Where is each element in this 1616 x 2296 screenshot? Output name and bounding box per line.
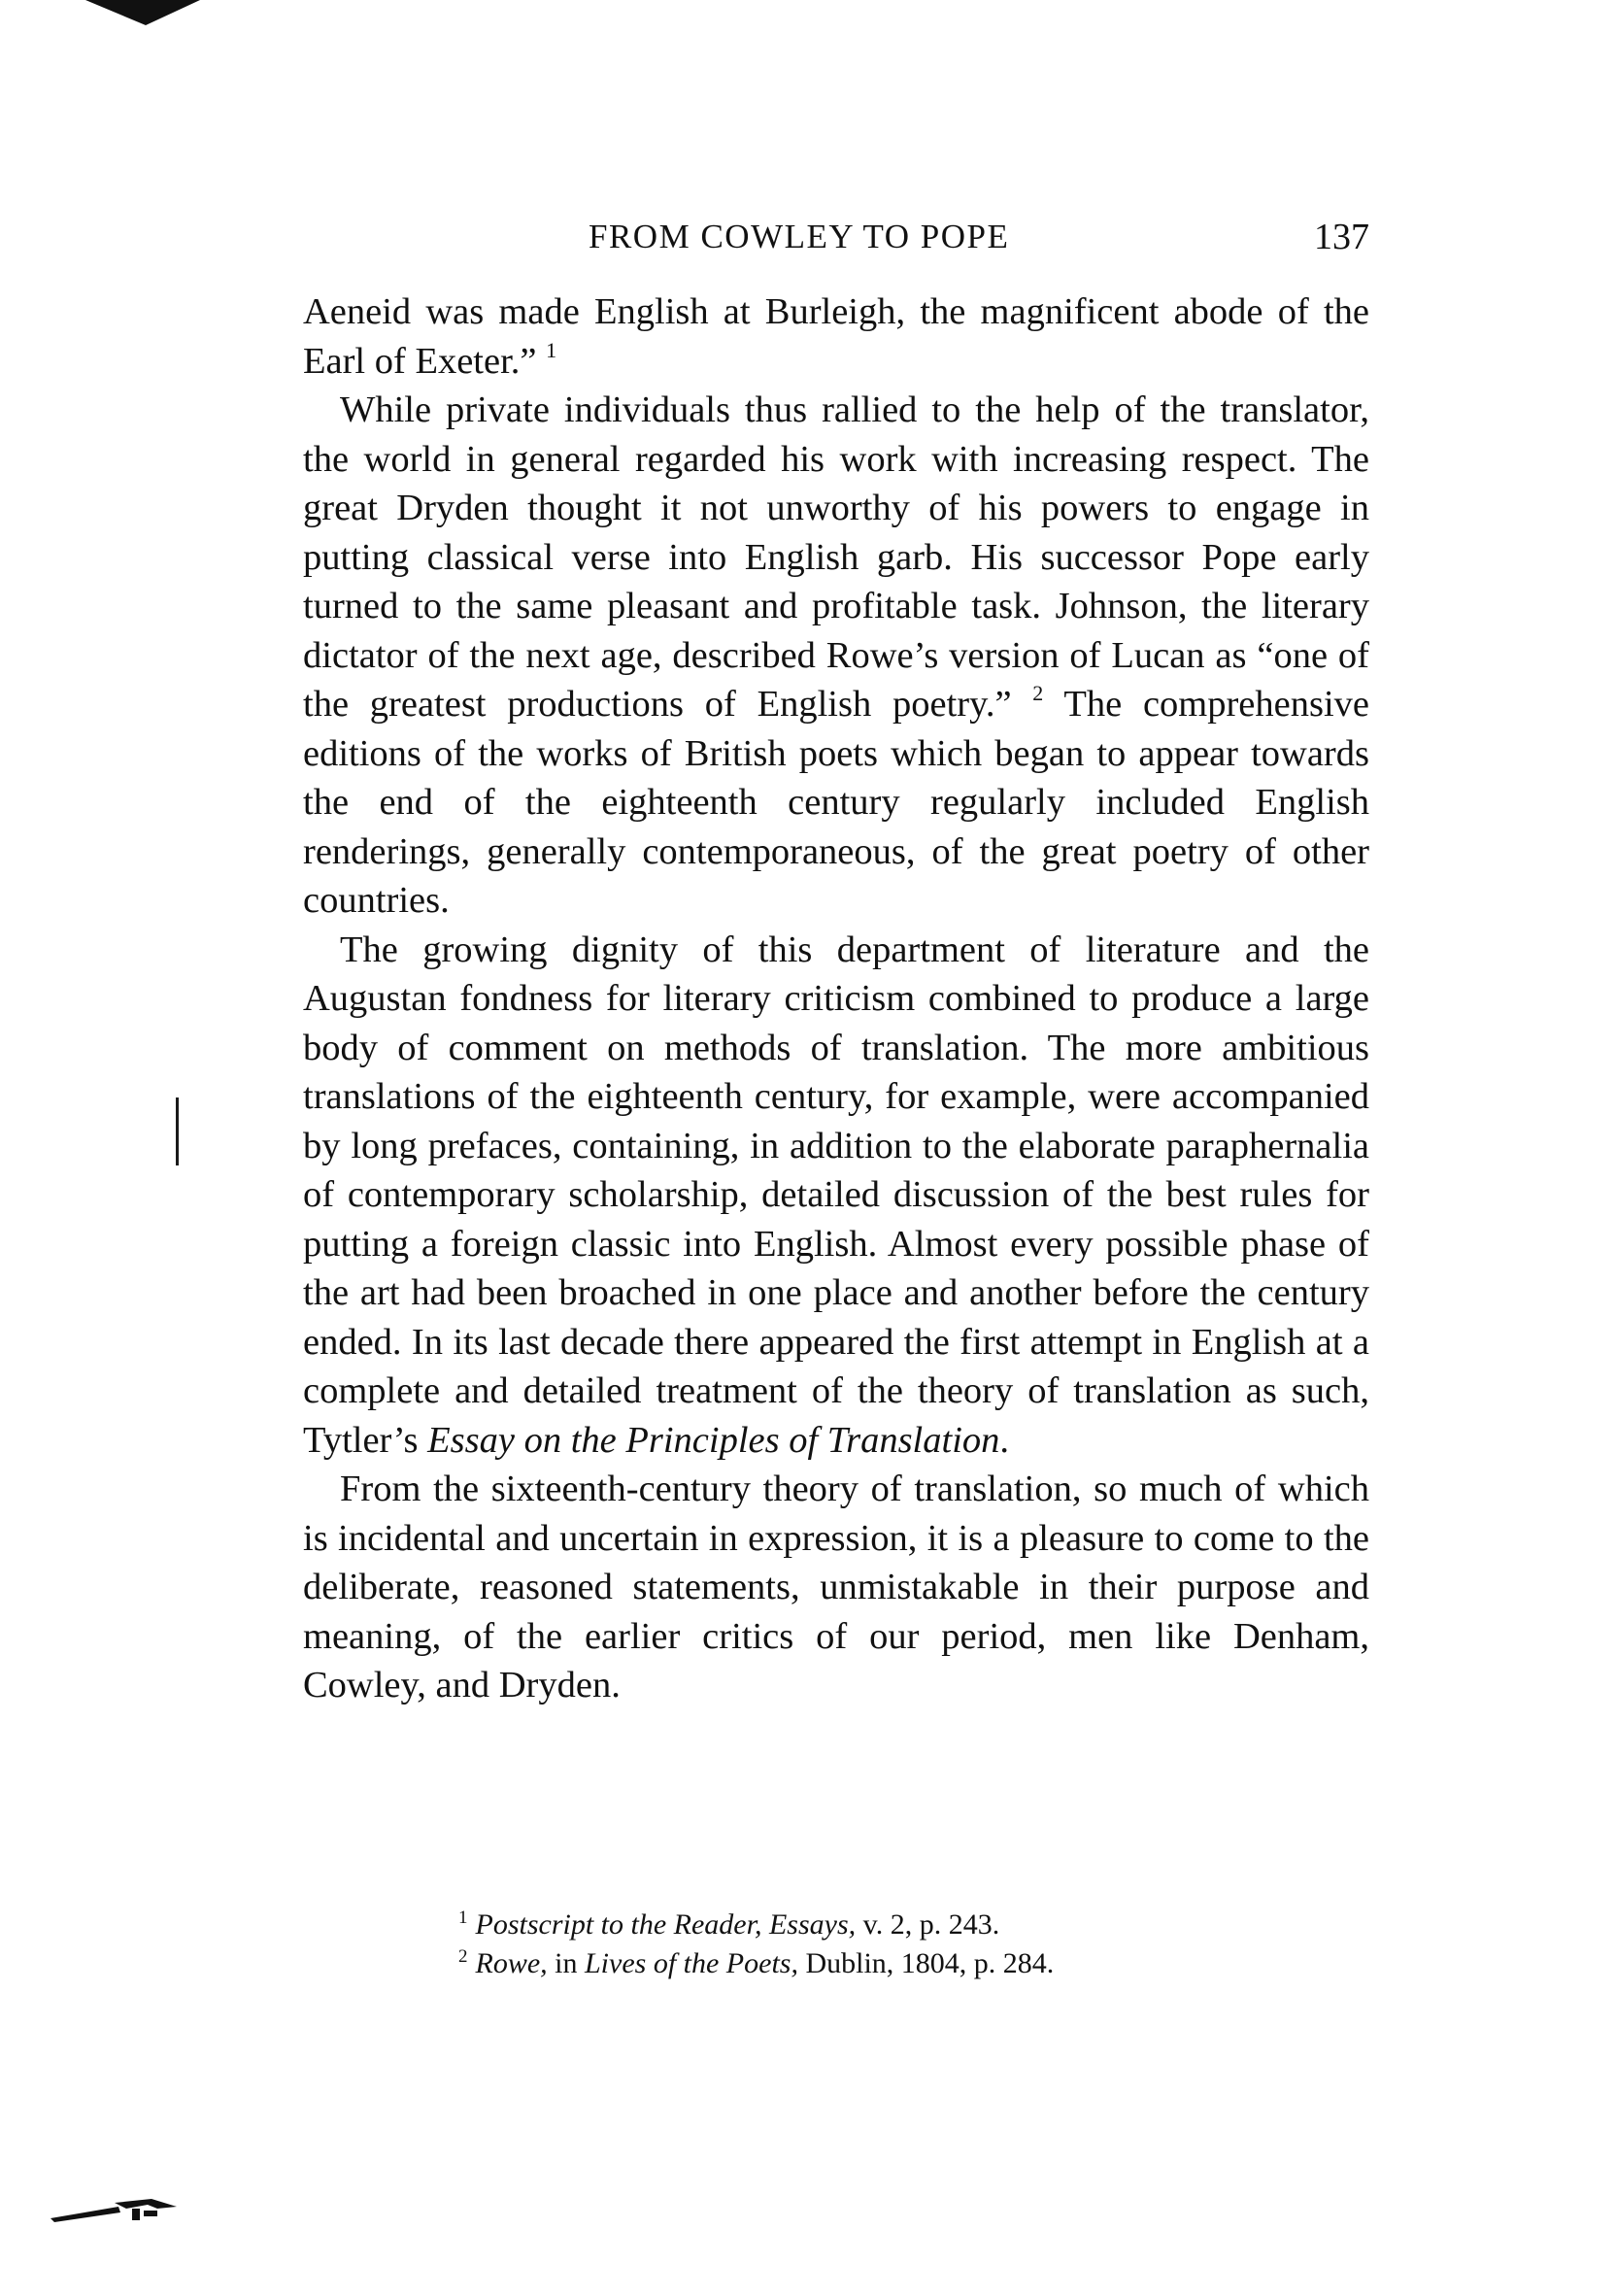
paragraph-text: Aeneid was made English at Burleigh, the magnificent abode of the Earl of Exeter.” (303, 291, 1369, 382)
paragraph-text: . (999, 1419, 1010, 1461)
footnote-title: Lives of the Poets, (585, 1947, 798, 1979)
footnote (458, 1944, 1332, 1983)
running-head (303, 208, 1369, 266)
binding-mark-bottom-icon (50, 2189, 177, 2222)
paragraph (303, 386, 1369, 926)
footnotes (458, 1906, 1332, 1983)
paragraph (303, 1465, 1369, 1710)
paragraph-continuation (303, 287, 1369, 386)
paragraph-text: The growing dignity of this department of literature and the Augustan fondness for literary criticism combined to produce a large body of comment on methods of translation. The more ambitious translations of the eighteenth century, for example, were accompanied by long prefaces, containing, in addition to the elaborate paraphernalia of contemporary scholarship, detailed discussion of the best rules for putting a foreign classic into English. Almost every possible phase of the art had been broached in one place and another before the century ended. In its last decade there appeared the first attempt in English at a complete and detailed treatment of the theory of translation as such, Tytler’s (303, 929, 1369, 1461)
footnote-ref: 2 (1032, 681, 1044, 705)
footnote-text: Dublin, 1804, p. 284. (797, 1947, 1055, 1979)
footnote-mark: 2 (458, 1946, 468, 1967)
footnote-mark: 1 (458, 1908, 468, 1928)
binding-mark-top-icon (85, 0, 200, 25)
footnote-title: Rowe, (475, 1947, 548, 1979)
paragraph-text: While private individuals thus rallied to the help of the translator, the world in general regarded his work with increasing respect. The great Dryden thought it not unworthy of his powers to engage in putting classical verse into English garb. His successor Pope early turned to the same pleasant and profitable task. Johnson, the literary dictator of the next age, described Rowe’s version of Lucan as “one of the greatest productions of English poetry.” (303, 389, 1369, 725)
footnote (458, 1906, 1332, 1944)
running-title: FROM COWLEY TO POPE (589, 218, 1010, 255)
paragraph-text: The comprehensive editions of the works of British poets which began to appear towards the end of the eighteenth century regularly included English renderings, generally contemporaneous, of the great poetry of other countries. (303, 684, 1369, 921)
page-number: 137 (1314, 217, 1369, 257)
paragraph (303, 926, 1369, 1466)
margin-rule (176, 1097, 179, 1165)
footnote-text: v. 2, p. 243. (856, 1908, 1000, 1941)
body-text (303, 287, 1369, 1710)
footnote-ref: 1 (546, 337, 557, 362)
footnote-text: in (547, 1947, 585, 1979)
paragraph-text: From the sixteenth-century theory of translation, so much of which is incidental and uncertain in expression, it is a pleasure to come to the deliberate, reasoned statements, unmistakable in their purpose and meaning, of the earlier critics of our period, men like Denham, Cowley, and Dryden. (303, 1469, 1369, 1705)
footnote-title: Postscript to the Reader, Essays, (475, 1908, 857, 1941)
book-title: Essay on the Principles of Translation (427, 1419, 1000, 1461)
